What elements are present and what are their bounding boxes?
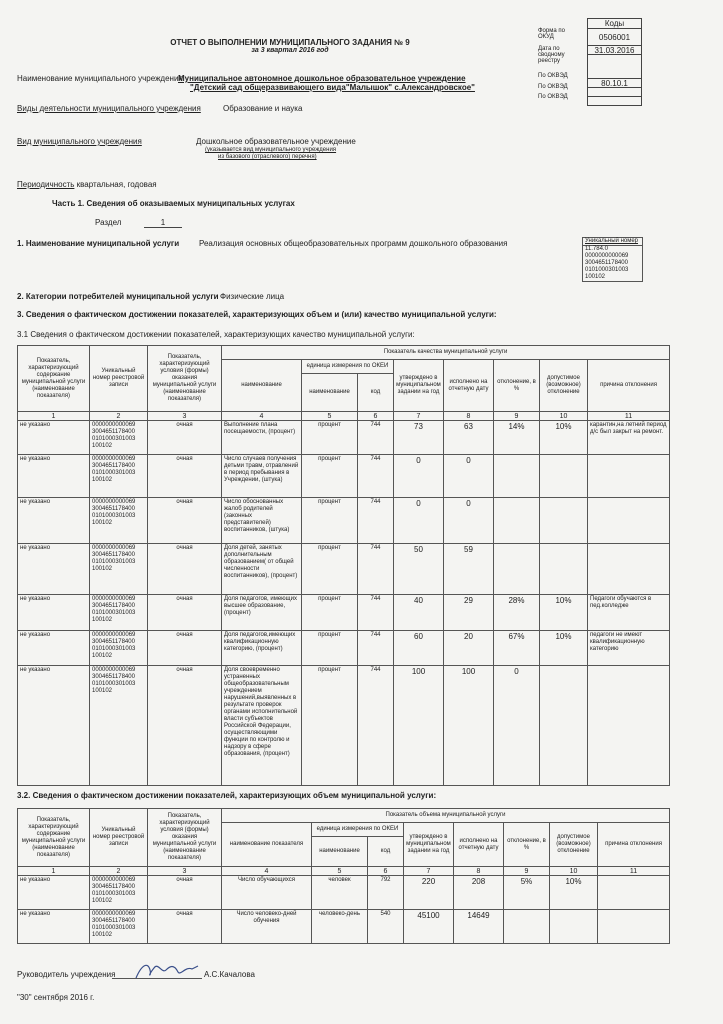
cell-registry: 0000000000069 3004651178400 0101000301003 100102 [90,910,148,944]
header-unit-code: код [358,374,394,412]
header-reason: причина отклонения [588,360,670,412]
cell-code: 744 [358,421,394,455]
cell-unit: процент [302,498,358,544]
table-row [18,631,670,666]
header-deviation: отклонение, в % [494,360,540,412]
header-deviation: отклонение, в % [504,823,550,867]
column-number: 3 [148,412,222,421]
cell-allowed [540,544,588,595]
cell-form: очная [148,455,222,498]
column-number: 3 [148,867,222,876]
cell-allowed [540,498,588,544]
header-name: наименование показателя [222,823,312,867]
cell-form: очная [148,595,222,631]
column-number: 10 [550,867,598,876]
cell-unit: человек [312,876,368,910]
section-label: Раздел [95,218,122,227]
okved-label-3: По ОКВЭД [538,94,568,100]
cell-actual: 0 [444,498,494,544]
cell-indicator: Число человеко-дней обучения [222,910,312,944]
section3-title: 3. Сведения о фактическом достижении показателей, характеризующих объем и (или) качество муниципальной услуги: [17,310,497,319]
cell-deviation: 0 [494,666,540,786]
cell-actual: 59 [444,544,494,595]
cell-indicator: Доля детей, занятых дополнительным образованием( от общей численности воспитанников), (процент) [222,544,302,595]
cell-approved: 220 [404,876,454,910]
header-unit-name: наименование [302,374,358,412]
cell-reason: карантин,на летний период д/с был закрыт на ремонт. [588,421,670,455]
cell-actual: 100 [444,666,494,786]
header-approved: утверждено в муниципальном задании на год [394,360,444,412]
cell-deviation: 5% [504,876,550,910]
cell-reason [588,455,670,498]
header-approved: утверждено в муниципальном задании на год [404,823,454,867]
header-col1: Показатель, характеризующий содержание муниципальной услуги (наименование показателя) [18,809,90,867]
section32-title: 3.2. Сведения о фактическом достижении показателей, характеризующих объем муниципальной услуги: [17,791,437,800]
cell-content: не указано [18,631,90,666]
column-number: 6 [358,412,394,421]
activity-label: Виды деятельности муниципального учреждения [17,104,201,113]
report-period: за 3 квартал 2016 год [251,47,329,54]
header-unit-name: наименование [312,837,368,867]
cell-indicator: Доля педагогов,имеющих квалификационную категорию, (процент) [222,631,302,666]
header-actual: исполнено на отчетную дату [444,360,494,412]
cell-unit: процент [302,666,358,786]
kind-label: Вид муниципального учреждения [17,137,142,146]
okved-value-3 [587,96,642,106]
cell-registry: 0000000000069 3004651178400 0101000301003 100102 [90,544,148,595]
unique-number-line: 11.784.0 [585,246,608,252]
head-name: А.С.Качалова [204,970,255,979]
cell-approved: 100 [394,666,444,786]
column-number: 10 [540,412,588,421]
cell-allowed: 10% [540,595,588,631]
column-number: 11 [598,867,670,876]
cell-form: очная [148,498,222,544]
report-date: "30" сентября 2016 г. [17,993,95,1002]
kind-note-2: из базового (отраслевого) перечня) [218,154,317,160]
cell-registry: 0000000000069 3004651178400 0101000301003 100102 [90,498,148,544]
unique-number-line: 0101000301003 [585,267,629,273]
okved-value-1: 80.10.1 [587,78,642,88]
header-allowed: допустимое (возможное) отклонение [550,823,598,867]
header-col3: Показатель, характеризующий условия (формы) оказания муниципальной услуги (наименование показателя) [148,809,222,867]
column-number: 6 [368,867,404,876]
volume-table [17,808,670,944]
cell-content: не указано [18,595,90,631]
table-row [18,455,670,498]
cell-indicator: Доля педагогов, имеющих высшее образование, (процент) [222,595,302,631]
cell-code: 744 [358,498,394,544]
cell-approved: 0 [394,455,444,498]
table-row [18,876,670,910]
cell-registry: 0000000000069 3004651178400 0101000301003 100102 [90,595,148,631]
unique-number-header: Уникальный номер [583,238,642,246]
periodicity-label: Периодичность [17,180,75,189]
cell-code: 744 [358,455,394,498]
column-number: 8 [444,412,494,421]
column-number: 2 [90,867,148,876]
cell-content: не указано [18,910,90,944]
table-row [18,666,670,786]
cell-reason [588,544,670,595]
cell-content: не указано [18,421,90,455]
header-col2: Уникальный номер реестровой записи [90,809,148,867]
header-col1: Показатель, характеризующий содержание муниципальной услуги (наименование показателя) [18,346,90,412]
cell-content: не указано [18,498,90,544]
cell-unit: процент [302,544,358,595]
cell-approved: 45100 [404,910,454,944]
part1-title: Часть 1. Сведения об оказываемых муниципальных услугах [52,199,295,208]
cell-allowed: 10% [540,421,588,455]
table-row [18,910,670,944]
unique-number-line: 0000000000069 [585,253,629,259]
report-title: ОТЧЕТ О ВЫПОЛНЕНИИ МУНИЦИПАЛЬНОГО ЗАДАНИЯ № 9 [170,38,410,47]
cell-content: не указано [18,544,90,595]
header-col3: Показатель, характеризующий условия (формы) оказания муниципальной услуги (наименование показателя) [148,346,222,412]
cell-code: 744 [358,631,394,666]
cell-registry: 0000000000069 3004651178400 0101000301003 100102 [90,876,148,910]
column-number: 11 [588,412,670,421]
cell-deviation: 14% [494,421,540,455]
column-number: 9 [504,867,550,876]
consumers-label: 2. Категории потребителей муниципальной услуги [17,292,219,301]
cell-actual: 14649 [454,910,504,944]
table-row [18,595,670,631]
consumers-value: Физические лица [220,292,285,301]
cell-deviation [494,455,540,498]
column-number: 8 [454,867,504,876]
unique-number-box [582,237,643,282]
date-label: Дата по сводному реестру [538,46,565,64]
cell-indicator: Выполнение плана посещаемости, (процент) [222,421,302,455]
column-number: 9 [494,412,540,421]
cell-allowed [540,666,588,786]
header-col2: Уникальный номер реестровой записи [90,346,148,412]
cell-content: не указано [18,666,90,786]
column-number: 1 [18,412,90,421]
cell-allowed: 10% [540,631,588,666]
column-number: 1 [18,867,90,876]
institution-name-line2: "Детский сад общеразвивающего вида"Малышок" с.Александровское" [190,83,475,92]
date-value: 31.03.2016 [587,45,642,55]
cell-unit: процент [302,595,358,631]
cell-deviation [494,544,540,595]
cell-reason: Педагоги обучаются в пед.колледже [588,595,670,631]
header-unit: единица измерения по ОКЕИ [312,823,404,837]
cell-reason [598,876,670,910]
cell-registry: 0000000000069 3004651178400 0101000301003 100102 [90,421,148,455]
cell-code: 540 [368,910,404,944]
column-number: 7 [394,412,444,421]
kind-note-1: (указывается вид муниципального учреждения [205,147,337,153]
header-actual: исполнено на отчетную дату [454,823,504,867]
cell-form: очная [148,876,222,910]
cell-content: не указано [18,455,90,498]
cell-form: очная [148,544,222,595]
column-number: 4 [222,412,302,421]
cell-actual: 208 [454,876,504,910]
codes-empty-cell [587,54,642,79]
periodicity [17,180,157,189]
header-reason: причина отклонения [598,823,670,867]
cell-code: 744 [358,666,394,786]
table-row [18,544,670,595]
cell-code: 744 [358,595,394,631]
cell-indicator: Доля своевременно устраненных общеобразовательным учреждением нарушений,выявленных в результате проверок органами исполнительной власти субъектов Российской Федерации, осуществляющими функции по контролю и надзору в сфере образования, (процент) [222,666,302,786]
service-value: Реализация основных общеобразовательных программ дошкольного образования [199,239,508,248]
column-number: 7 [404,867,454,876]
kind-value: Дошкольное образовательное учреждение [196,137,356,146]
cell-form: очная [148,421,222,455]
section-value: 1 [144,218,182,228]
section31-title: 3.1 Сведения о фактическом достижении показателей, характеризующих качество муниципальной услуги: [17,330,415,339]
header-name: наименование [222,360,302,412]
cell-unit: процент [302,421,358,455]
cell-form: очная [148,666,222,786]
cell-actual: 63 [444,421,494,455]
cell-code: 744 [358,544,394,595]
cell-code: 792 [368,876,404,910]
okved-label-1: По ОКВЭД [538,73,568,79]
cell-registry: 0000000000069 3004651178400 0101000301003 100102 [90,455,148,498]
cell-actual: 0 [444,455,494,498]
cell-form: очная [148,910,222,944]
signature-icon [132,960,202,982]
cell-content: не указано [18,876,90,910]
cell-registry: 0000000000069 3004651178400 0101000301003 100102 [90,631,148,666]
cell-approved: 0 [394,498,444,544]
header-unit-code: код [368,837,404,867]
cell-unit: процент [302,631,358,666]
cell-deviation [504,910,550,944]
table-row [18,421,670,455]
cell-actual: 20 [444,631,494,666]
codes-heading: Коды [587,18,642,29]
column-number: 2 [90,412,148,421]
cell-actual: 29 [444,595,494,631]
cell-deviation: 28% [494,595,540,631]
cell-approved: 60 [394,631,444,666]
cell-indicator: Число обоснованных жалоб родителей (законных представителей) воспитанников, (штука) [222,498,302,544]
header-volume-group: Показатель объема муниципальной услуги [222,809,670,823]
periodicity-value: квартальная, годовая [76,180,157,189]
cell-allowed [540,455,588,498]
cell-approved: 50 [394,544,444,595]
header-unit: единица измерения по ОКЕИ [302,360,394,374]
cell-indicator: Число обучающихся [222,876,312,910]
header-quality-group: Показатель качества муниципальной услуги [222,346,670,360]
cell-deviation [494,498,540,544]
cell-reason [588,498,670,544]
institution-label: Наименование муниципального учреждения [17,74,183,83]
activity-value: Образование и наука [223,104,303,113]
cell-unit: человеко-день [312,910,368,944]
cell-reason: педагоги не имеют квалификационную категорию [588,631,670,666]
column-number: 4 [222,867,312,876]
cell-reason [598,910,670,944]
cell-unit: процент [302,455,358,498]
header-allowed: допустимое (возможное) отклонение [540,360,588,412]
unique-number-line: 100102 [585,274,606,280]
institution-name-line1: Муниципальное автономное дошкольное образовательное учреждение [178,74,466,83]
cell-registry: 0000000000069 3004651178400 0101000301003 100102 [90,666,148,786]
unique-number-line: 3004651178400 [585,260,628,266]
cell-reason [588,666,670,786]
column-number: 5 [312,867,368,876]
cell-form: очная [148,631,222,666]
cell-deviation: 67% [494,631,540,666]
column-number: 5 [302,412,358,421]
head-label: Руководитель учреждения [17,970,116,979]
table-row [18,498,670,544]
form-okud-value: 0506001 [587,28,642,46]
codes-box [587,19,642,106]
okved-label-2: По ОКВЭД [538,84,568,90]
cell-approved: 73 [394,421,444,455]
quality-table [17,345,670,786]
form-okud-label: Форма по ОКУД [538,28,565,40]
cell-allowed [550,910,598,944]
service-label: 1. Наименование муниципальной услуги [17,239,180,248]
cell-approved: 40 [394,595,444,631]
cell-allowed: 10% [550,876,598,910]
cell-indicator: Число случаев получения детьми травм, отравлений в период пребывания в Учреждении, (штука) [222,455,302,498]
